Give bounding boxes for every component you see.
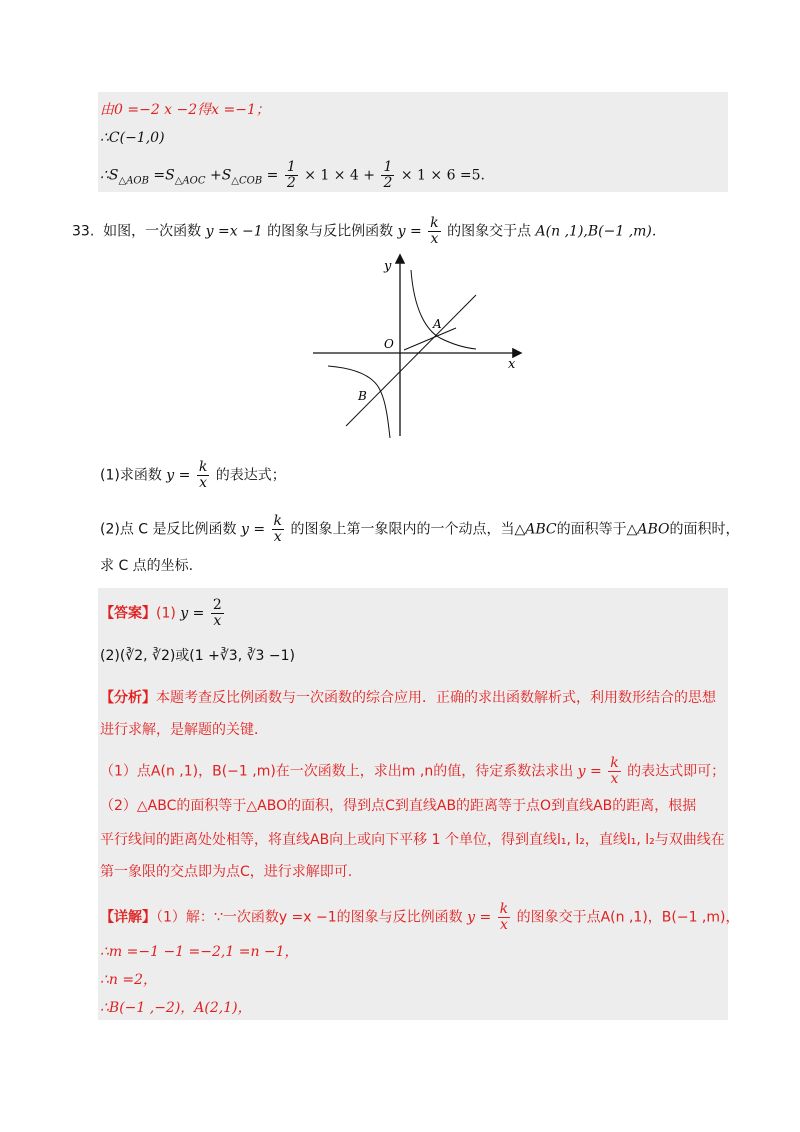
point-label-b: B bbox=[358, 389, 367, 403]
text: 的图象交于点A(n ,1)，B(−1 ,m)， bbox=[516, 909, 740, 926]
axis-label-x: x bbox=[508, 357, 516, 372]
text: × 1 × 4 + bbox=[304, 167, 376, 184]
text: (2)点 C 是反比例函数 bbox=[100, 521, 237, 538]
fraction: $\frac{k}{x}$ bbox=[610, 755, 619, 787]
problem-number: 33. bbox=[72, 223, 95, 240]
analysis-line-1 bbox=[100, 688, 716, 708]
text: （1）解：∵一次函数y =x −1的图象与反比例函数 bbox=[156, 909, 463, 926]
analysis-line-4: （2）△ABC的面积等于△ABO的面积，得到点C到直线AB的距离等于点O到直线AB的距离，根据 bbox=[100, 798, 697, 814]
detail-line-3: ∴n =2， bbox=[100, 972, 158, 988]
detail-tag: 【详解】 bbox=[100, 909, 156, 926]
text: 的表达式即可； bbox=[627, 763, 726, 780]
solution-line-2: ∴C(−1,0) bbox=[100, 130, 165, 146]
detail-line-2: ∴m =−1 −1 =−2,1 =n −1， bbox=[100, 944, 299, 960]
fraction: $\frac{k}{x}$ bbox=[198, 459, 208, 491]
text: （1）点A(n ,1)，B(−1 ,m)在一次函数上，求出m ,n的值，待定系数法求出 bbox=[100, 763, 574, 780]
point-label-a: A bbox=[433, 317, 442, 331]
fraction: $\frac{k}{x}$ bbox=[499, 901, 509, 933]
text: (1) bbox=[156, 605, 176, 622]
question-2-line-2: 求 C 点的坐标. bbox=[100, 558, 194, 574]
analysis-line-3 bbox=[100, 756, 725, 787]
problem-statement bbox=[72, 216, 656, 247]
text: 本题考查反比例函数与一次函数的综合应用．正确的求出函数解析式，利用数形结合的思想 bbox=[156, 690, 716, 706]
fraction: $\frac{k}{x}$ bbox=[273, 513, 282, 545]
hyperbola-branch-q1 bbox=[411, 270, 476, 349]
linear-function-line bbox=[346, 295, 476, 426]
text: y = bbox=[166, 467, 191, 484]
answer-line-2: (2)(∛2, ∛2)或(1 +∛3, ∛3 −1) bbox=[100, 648, 295, 664]
text: 的表达式； bbox=[215, 467, 286, 484]
text: +S bbox=[209, 167, 232, 184]
text: 的图象上第一象限内的一个动点，当△ bbox=[290, 521, 526, 538]
fraction: $\frac{1}{2}$ bbox=[383, 159, 393, 191]
fraction: $\frac{2}{x}$ bbox=[212, 597, 222, 629]
text: 如图，一次函数 bbox=[103, 223, 202, 240]
text: y =x −1 bbox=[205, 223, 263, 240]
function-graph bbox=[308, 250, 528, 442]
sub: △AOC bbox=[174, 175, 206, 187]
text: 的图象与反比例函数 bbox=[267, 223, 394, 240]
text: ∴S bbox=[100, 167, 119, 184]
text: A(n ,1),B(−1 ,m). bbox=[535, 223, 657, 240]
sub: △COB bbox=[231, 175, 263, 187]
text: y = bbox=[180, 605, 205, 622]
text: × 1 × 6 =5. bbox=[400, 167, 486, 184]
question-2 bbox=[100, 514, 740, 545]
text: ABC bbox=[525, 521, 557, 538]
text: ABO bbox=[637, 521, 670, 538]
text: y = bbox=[577, 763, 602, 780]
answer-tag: 【答案】 bbox=[100, 605, 156, 622]
detail-line-4: ∴B(−1 ,−2)，A(2,1)， bbox=[100, 1000, 252, 1016]
origin-label: O bbox=[384, 337, 394, 351]
sub: △AOB bbox=[118, 175, 149, 187]
text: y = bbox=[240, 521, 266, 538]
text: y = bbox=[397, 223, 422, 240]
analysis-line-2: 进行求解，是解题的关键． bbox=[100, 722, 268, 738]
text: 的面积等于△ bbox=[556, 521, 638, 538]
detail-line-1 bbox=[100, 902, 739, 933]
text: = bbox=[266, 167, 279, 184]
text: (1)求函数 bbox=[100, 467, 162, 484]
text: 的图象交于点 bbox=[447, 223, 532, 240]
parallel-line bbox=[404, 328, 456, 350]
text: y = bbox=[467, 909, 492, 926]
analysis-line-5: 平行线间的距离处处相等，将直线AB向上或向下平移 1 个单位，得到直线l₁, l₂，直线l₁, l₂与双曲线在 bbox=[100, 832, 725, 848]
answer-line-1 bbox=[100, 598, 226, 629]
question-1 bbox=[100, 460, 286, 491]
axis-label-y: y bbox=[384, 259, 392, 274]
text: 的面积时， bbox=[669, 521, 740, 538]
fraction: $\frac{k}{x}$ bbox=[430, 215, 439, 247]
solution-line-3 bbox=[100, 160, 485, 191]
text: =S bbox=[153, 167, 175, 184]
fraction: $\frac{1}{2}$ bbox=[286, 159, 296, 191]
analysis-tag: 【分析】 bbox=[100, 690, 156, 706]
analysis-line-6: 第一象限的交点即为点C，进行求解即可. bbox=[100, 864, 353, 880]
solution-line-1: 由0 =−2 x −2得x =−1； bbox=[100, 102, 270, 118]
